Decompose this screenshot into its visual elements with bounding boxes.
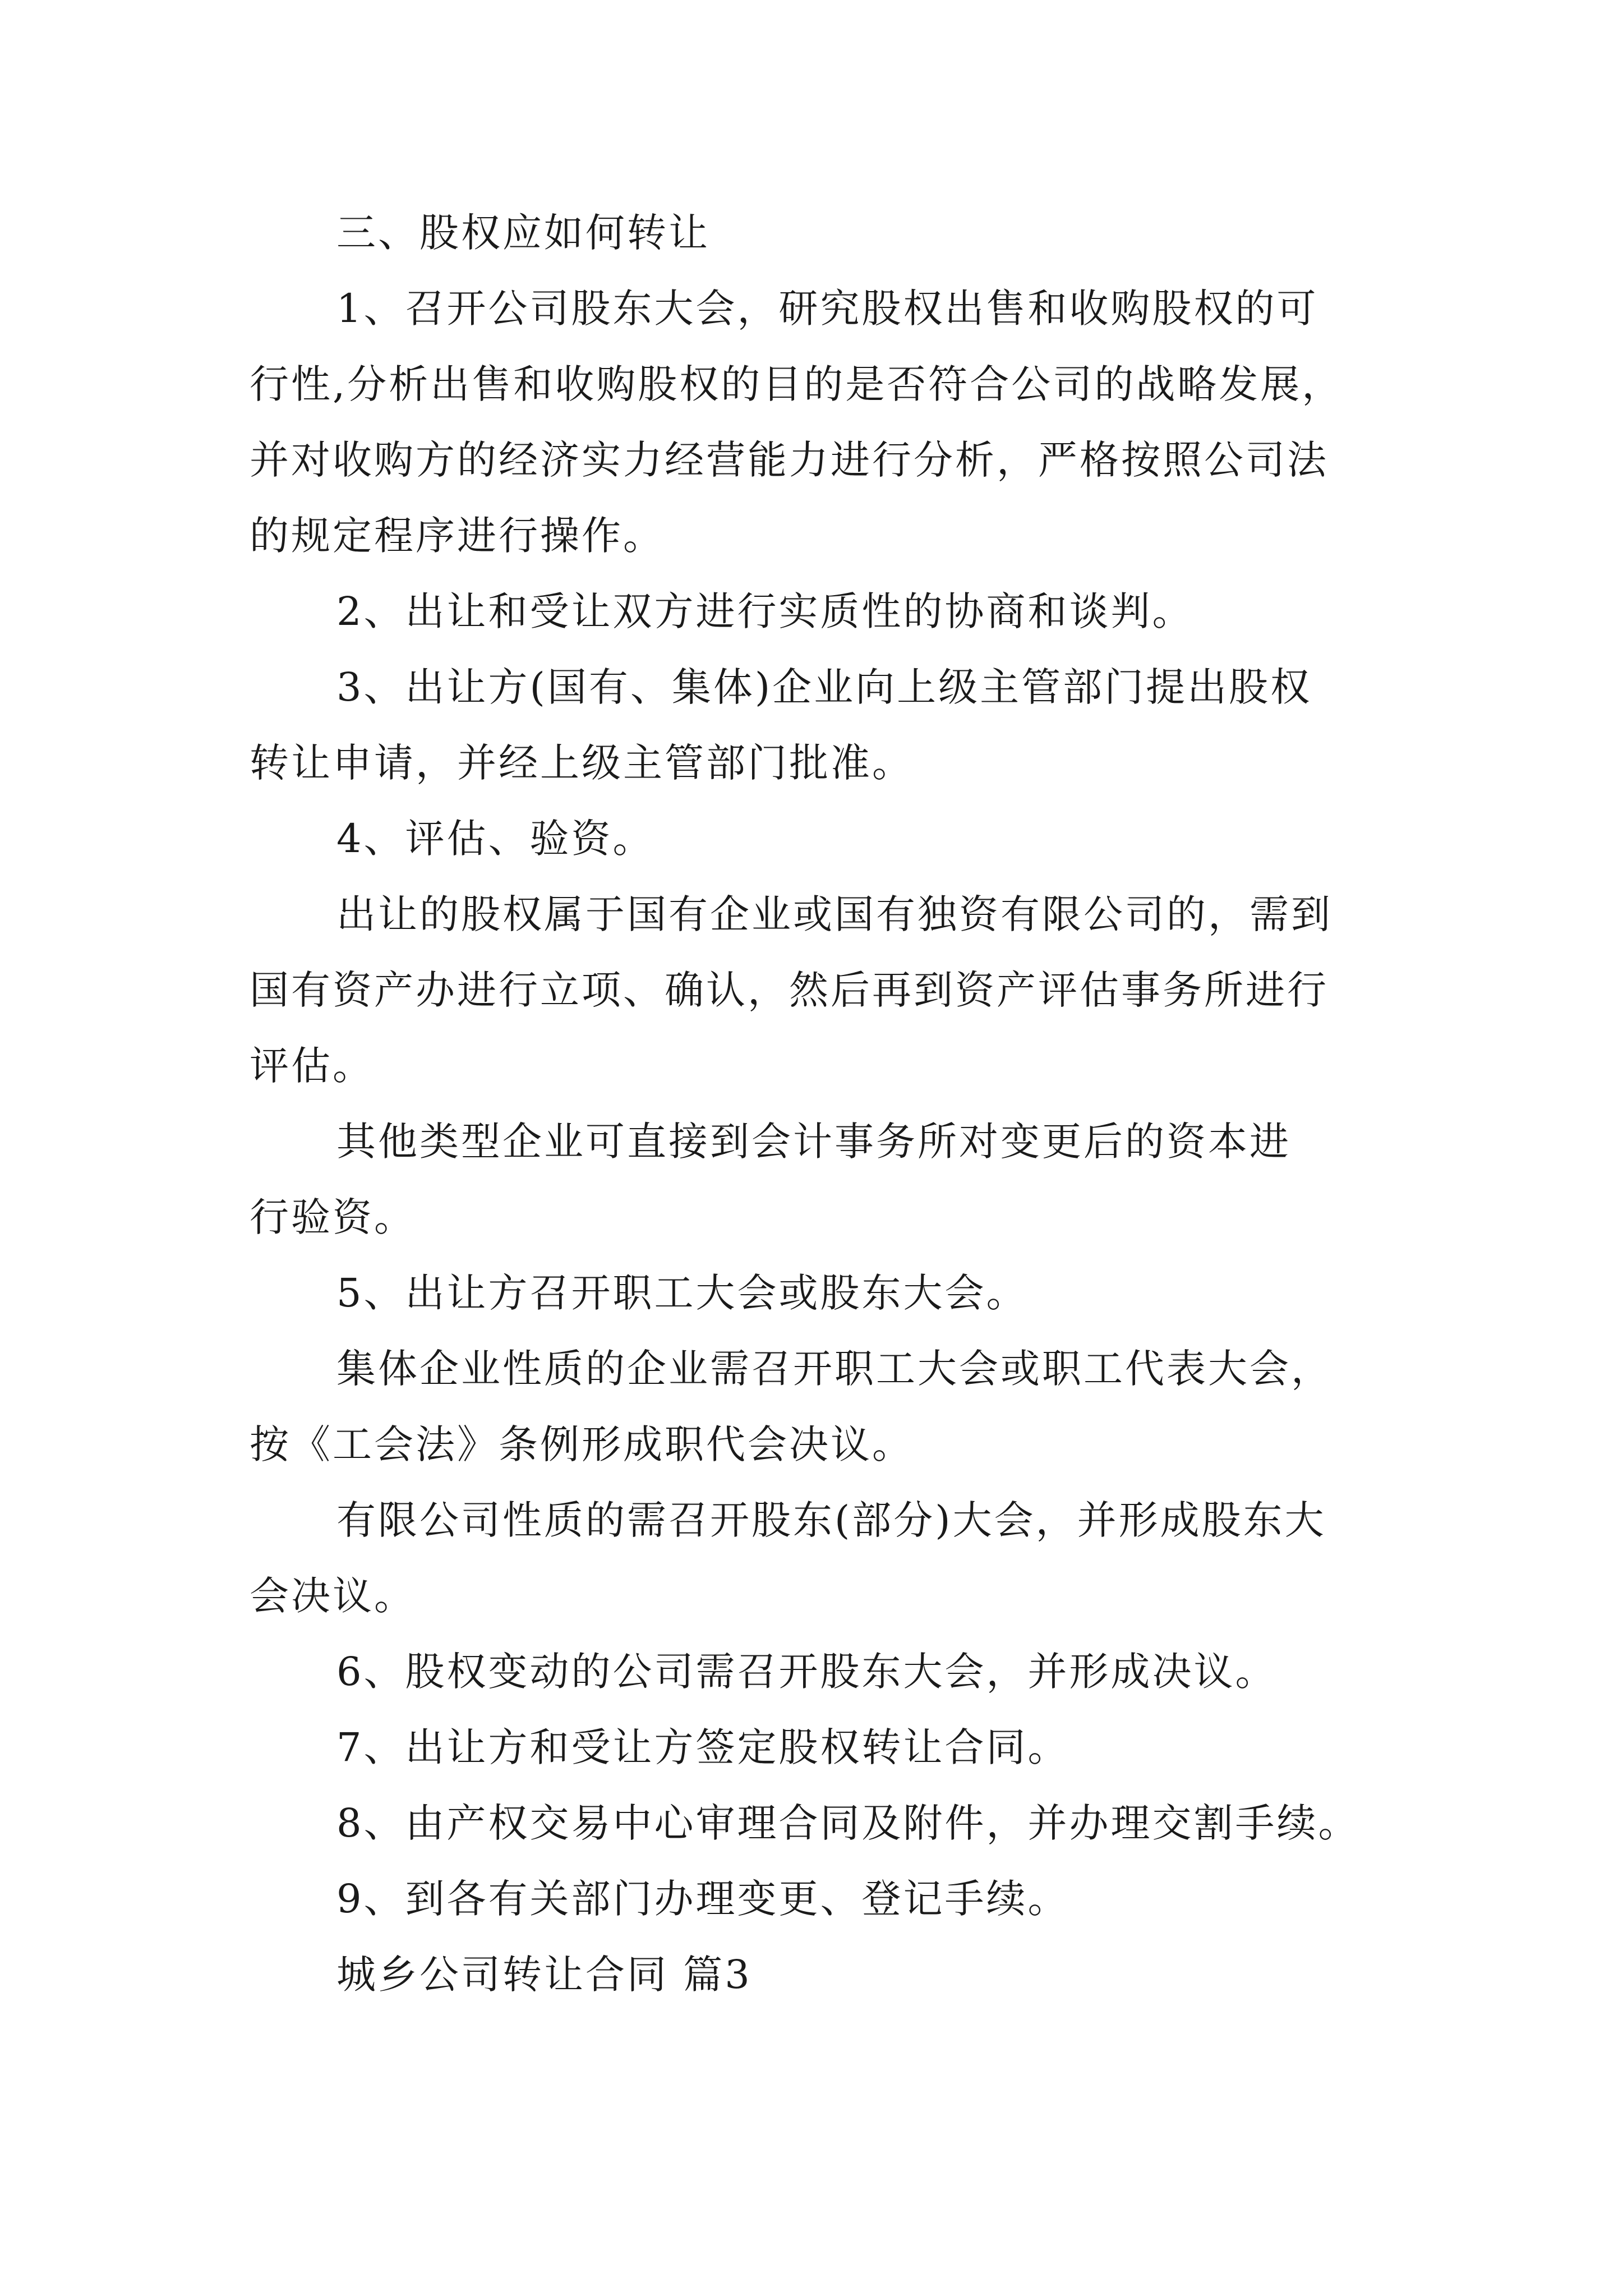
text-line: 7、出让方和受让方签定股权转让合同。 <box>336 1724 1069 1770</box>
text-line: 转让申请，并经上级主管部门批准。 <box>250 740 914 786</box>
text-line: 评估。 <box>250 1043 374 1089</box>
section-title: 城乡公司转让合同 篇3 <box>336 1952 752 1998</box>
text-line: 1、召开公司股东大会，研究股权出售和收购股权的可 <box>336 286 1318 332</box>
text-line: 出让的股权属于国有企业或国有独资有限公司的，需到 <box>336 891 1332 937</box>
text-line: 2、出让和受让双方进行实质性的协商和谈判。 <box>336 588 1194 634</box>
text-line: 有限公司性质的需召开股东(部分)大会，并形成股东大 <box>336 1497 1326 1543</box>
text-line: 并对收购方的经济实力经营能力进行分析，严格按照公司法 <box>250 437 1329 483</box>
text-line: 会决议。 <box>250 1573 416 1619</box>
text-line: 8、由产权交易中心审理合同及附件，并办理交割手续。 <box>336 1800 1360 1846</box>
text-line: 6、股权变动的公司需召开股东大会，并形成决议。 <box>336 1649 1277 1695</box>
section-heading: 三、股权应如何转让 <box>336 210 710 256</box>
text-line: 集体企业性质的企业需召开职工大会或职工代表大会， <box>336 1346 1332 1392</box>
text-line: 5、出让方召开职工大会或股东大会。 <box>336 1270 1028 1316</box>
text-line: 行性,分析出售和收购股权的目的是否符合公司的战略发展， <box>250 361 1344 407</box>
text-line: 按《工会法》条例形成职代会决议。 <box>250 1421 914 1467</box>
text-line: 4、评估、验资。 <box>336 816 654 862</box>
text-line: 3、出让方(国有、集体)企业向上级主管部门提出股权 <box>336 664 1312 710</box>
text-line: 行验资。 <box>250 1194 416 1240</box>
text-line: 9、到各有关部门办理变更、登记手续。 <box>336 1876 1069 1922</box>
text-line: 国有资产办进行立项、确认，然后再到资产评估事务所进行 <box>250 967 1329 1013</box>
text-line: 其他类型企业可直接到会计事务所对变更后的资本进 <box>336 1119 1291 1165</box>
text-line: 的规定程序进行操作。 <box>250 513 665 559</box>
